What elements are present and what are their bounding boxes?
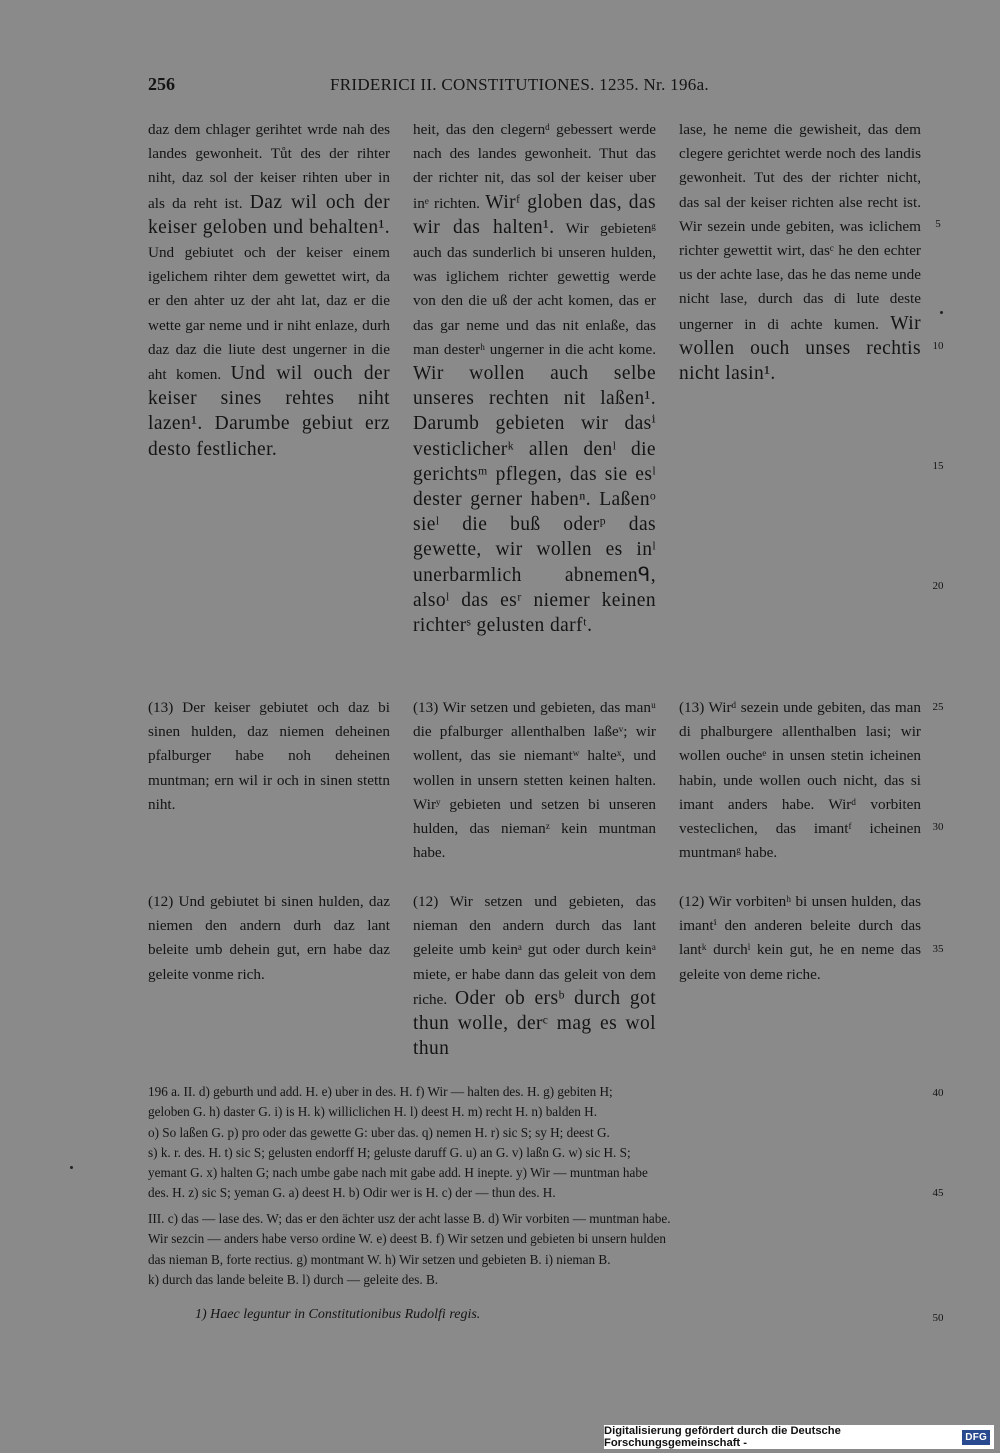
banner-text: Digitalisierung gefördert durch die Deutsche Forschungsgemeinschaft - bbox=[604, 1425, 841, 1449]
line-number: 5 bbox=[935, 218, 941, 230]
apparatus-line: III. c) das — lase des. W; das er den ächter usz der acht lasse B. d) Wir vorbiten — muntman habe. bbox=[148, 1211, 671, 1226]
line-number: 50 bbox=[932, 1312, 944, 1324]
text-passage-large: Und wil ouch der keiser sines rehtes niht lazen¹. Darumbe gebiut erz desto festlicher. bbox=[148, 363, 391, 460]
line-number: 45 bbox=[932, 1187, 944, 1199]
column-2-section-13 bbox=[413, 696, 656, 865]
apparatus-line: yemant G. x) halten G; nach umbe gabe nach mit gabe add. H inepte. y) Wir — muntman habe bbox=[148, 1165, 648, 1181]
apparatus-notes-iii bbox=[148, 1209, 920, 1290]
line-number: 40 bbox=[932, 1087, 944, 1099]
text-passage: (13) Wir setzen und gebieten, das manᵘ die pfalburger allenthalben laßeᵛ; wir wollent, das sie niemantʷ halteˣ, und wollen in unsern stetten keinen halten. Wirʸ gebieten und setzen bi unseren hulden, das niemanᶻ kein muntman habe. bbox=[413, 699, 656, 862]
page-header bbox=[148, 74, 920, 100]
apparatus-line: geloben G. h) daster G. i) is H. k) williclichen H. l) deest H. m) recht H. n) balden H. bbox=[148, 1104, 597, 1120]
column-3-section-12 bbox=[679, 890, 921, 987]
text-passage: daz dem chlager gerihtet wrde nah des landes gewonheit. Tůt des der rihter niht, daz sol der keiser rihten uber in als da reht ist. bbox=[148, 121, 390, 212]
column-3-section-1 bbox=[679, 118, 921, 387]
dfg-logo: DFG bbox=[962, 1430, 990, 1445]
text-passage: (12) Und gebiutet bi sinen hulden, daz niemen den andern durh daz lant beleite umb dehein gut, ern habe daz geleite vonme rich. bbox=[148, 893, 390, 983]
apparatus-line: o) So laßen G. p) pro oder das gewette G: uber das. q) nemen H. r) sic S; sy H; deest G. bbox=[148, 1124, 610, 1140]
line-number: 35 bbox=[932, 943, 944, 955]
text-passage: lase, he neme die gewisheit, das dem clegere gerichtet werde noch des landis gewonheit. Tut des der richter nicht, das sal der keiser richten alse recht ist. Wir sezein unde gebiten, was iclichem richter gewettit wirt, dasᶜ he den echter us der achte lase, das he das neme unde nicht lase, durch das di lute deste ungerner in di achte kumen. bbox=[679, 121, 921, 333]
column-2-section-12 bbox=[413, 890, 656, 1062]
text-passage-large: Wir wollen ouch unses rechtis nicht lasin¹. bbox=[679, 312, 921, 385]
footnote: 1) Haec leguntur in Constitutionibus Rudolfi regis. bbox=[195, 1307, 481, 1322]
text-passage: (13) Wirᵈ sezein unde gebiten, das man di phalburgere allenthalben lasi; wir wollen oucheᵉ in unsen stetin icheinen habin, unde wollen ouch nicht, das si imant anders habe. Wirᵈ vorbiten vesteclichen, das imantᶠ icheinen muntmanᵍ habe. bbox=[679, 699, 921, 862]
line-number: 10 bbox=[932, 340, 944, 352]
apparatus-line: des. H. z) sic S; yeman G. a) deest H. b) Odir wer is H. c) der — thun des. H. bbox=[148, 1185, 556, 1201]
column-2-section-1 bbox=[413, 118, 656, 639]
margin-dot bbox=[940, 311, 943, 314]
text-passage: Und gebiutet och der keiser einem igelichem rihter dem gewettet wirt, da er den ahter uz der aht lat, daz er die wette gar neme und ir niht enlaze, durh daz daz die liute dest ungerner in die aht komen. bbox=[148, 244, 390, 384]
margin-dot bbox=[70, 1166, 73, 1169]
text-passage: (13) Der keiser gebiutet och daz bi sinen hulden, daz niemen deheinen pfalburger habe noh deheinen muntman; ern wil ir och in sinen stettn niht. bbox=[148, 699, 390, 813]
apparatus-line: s) k. r. des. H. t) sic S; gelusten endorff H; geluste daruff G. u) an G. v) laßn G. w) sic H. S; bbox=[148, 1144, 631, 1160]
page-number: 256 bbox=[148, 74, 175, 94]
digitization-banner bbox=[604, 1425, 994, 1449]
line-number: 25 bbox=[932, 701, 944, 713]
text-passage-large: Daz wil och der keiser geloben und behalten¹. bbox=[148, 191, 390, 238]
text-passage-large: Wir wollen auch selbe unseres rechten nit laßen¹. Darumb gebieten wir dasⁱ vesticlicherᵏ allen denˡ die gerichtsᵐ pflegen, das sie esˡ dester gerner habenⁿ. Laßenᵒ sieˡ die buß oderᵖ das gewette, wir wollen es inˡ unerbarmlich abnemenᑫ, alsoˡ das esʳ niemer keinen richterˢ gelusten darfᵗ. bbox=[413, 363, 656, 637]
text-passage-large: Oder ob ersᵇ durch got thun wolle, derᶜ mag es wol thun bbox=[413, 987, 657, 1060]
line-number: 15 bbox=[932, 460, 944, 472]
column-3-section-13 bbox=[679, 696, 921, 865]
apparatus-line: k) durch das lande beleite B. l) durch — geleite des. B. bbox=[148, 1271, 439, 1287]
text-passage-large: Wirᶠ globen das, das wir das halten¹. bbox=[413, 191, 656, 238]
line-number: 30 bbox=[932, 821, 944, 833]
text-passage: (12) Wir vorbitenʰ bi unsen hulden, das imantⁱ den anderen beleite durch das lantᵏ durchˡ kein gut, he en neme das geleite von deme riche. bbox=[679, 893, 921, 983]
column-1-section-13 bbox=[148, 696, 390, 817]
text-passage: Wir gebietenᵍ auch das sunderlich bi unseren hulden, was iglichem richter gewettig werde von den die uß der acht komen, das er das gar neme und das nit enlaße, das man desterʰ ungerner in die acht kome. bbox=[413, 219, 656, 358]
running-title: FRIDERICI II. CONSTITUTIONES. 1235. Nr. 196a. bbox=[330, 75, 709, 94]
line-number: 20 bbox=[932, 580, 944, 592]
column-1-section-12 bbox=[148, 890, 390, 987]
apparatus-line: Wir sezcin — anders habe verso ordine W. e) deest B. f) Wir setzen und gebieten bi unsern hulden bbox=[148, 1231, 666, 1247]
text-passage: heit, das den clegernᵈ gebessert werde nach des landes gewonheit. Thut das der richter nit, das sol der keiser uber inᵉ richten. bbox=[413, 121, 656, 212]
apparatus-line: das nieman B, forte rectius. g) montmant W. h) Wir setzen und gebieten B. i) nieman B. bbox=[148, 1251, 611, 1267]
apparatus-notes-ii bbox=[148, 1082, 920, 1204]
apparatus-line: 196 a. II. d) geburth und add. H. e) uber in des. H. f) Wir — halten des. H. g) gebiten H; bbox=[148, 1084, 613, 1099]
column-1-section-1 bbox=[148, 118, 390, 463]
text-passage: (12) Wir setzen und gebieten, das nieman den andern durch das lant geleite umb keinᵃ gut oder durch keinᵃ miete, er habe dann das geleit von dem riche. bbox=[413, 893, 656, 1008]
